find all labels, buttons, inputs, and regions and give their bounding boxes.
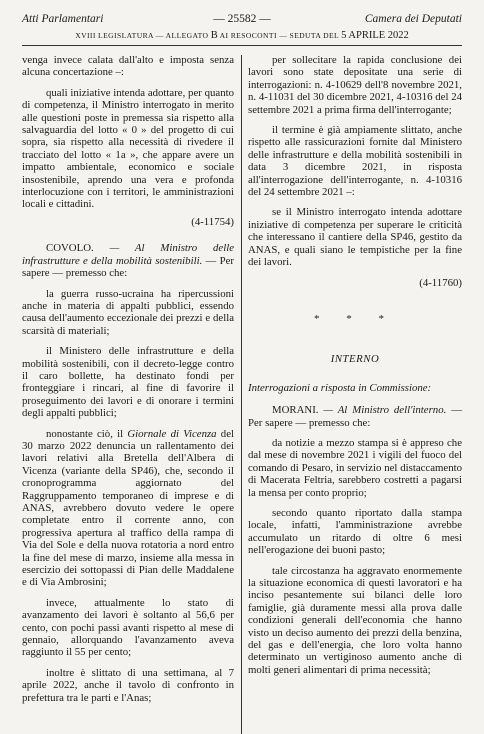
paragraph: secondo quanto riportato dalla stampa locale, infatti, l'amministrazione avrebbe accumulato un ritardo di oltre 6 mesi nell'erogazione dei buoni pasto; xyxy=(248,506,462,557)
header-right: Camera dei Deputati xyxy=(364,13,462,25)
session-date: 5 APRILE 2022 xyxy=(341,30,409,41)
interrogation-heading xyxy=(22,242,234,279)
deputy-name: MORANI. xyxy=(272,404,319,417)
paragraph xyxy=(22,428,234,589)
paragraph: il Ministero delle infrastrutture e della mobilità sostenibili, con il decreto-legge contro il caro bollette, ha destinato fondi per fronteggiare i rincari, al fine di favorire il proseguimento dei lavori e di onorare i termini degli appalti pubblici; xyxy=(22,345,234,420)
subsection-title: Interrogazioni a risposta in Commissione: xyxy=(248,381,432,394)
session-line xyxy=(22,30,462,42)
heading-rest: — Per sapere — premesso che: xyxy=(22,254,234,280)
paragraph: quali iniziative intenda adottare, per quanto di competenza, il Ministro interrogato in merito alle questioni poste in premessa sia rispetto alla salvaguardia del lotto « 0 » del progetto di cui sopra, sia rispetto alla necessità di rivedere il tracciato del lotto « 1a », che appare avere un impatto ambientale, economico e sociale insostenibile, aprendo una vera e profonda interlocuzione con i territori, le amministrazioni locali e cittadini. xyxy=(22,86,234,211)
left-column xyxy=(22,54,234,712)
paragraph: per sollecitare la rapida conclusione dei lavori sono state depositate una serie di interrogazioni: n. 4-10629 dell'8 novembre 2021, n. 4-11031 del 30 dicembre 2021, 4-10316 del 24 settembre 2021 a prima firma dell'interrogante; xyxy=(248,54,462,116)
addressee: — Al Ministro dell'interno. xyxy=(318,404,447,417)
paragraph: la guerra russo-ucraina ha ripercussioni anche in materia di appalti pubblici, essendo causa dell'aumento eccezionale dei prezzi e della scarsità di materiali; xyxy=(22,287,234,337)
session-annex: B xyxy=(210,30,218,41)
interrogation-ref: (4-11754) xyxy=(191,215,234,228)
right-column xyxy=(248,54,462,684)
header-rule xyxy=(22,45,462,46)
section-title: INTERNO xyxy=(330,353,380,366)
paragraph: venga invece calata dall'alto e imposta senza alcuna concertazione –: xyxy=(22,54,234,79)
paragraph: tale circostanza ha aggravato enormemente la situazione economica di questi lavoratori e ha inciso pesantemente sui bilanci delle loro famiglie, già duramente messi alla prova dalle condizioni generali dell'economia che hanno visto un deciso aumento dei prezzi della benzina, del gas e dell'energia, che loro volta hanno determinato un vertiginoso aumento anche di molti generi alimentari di prima necessità; xyxy=(248,564,462,676)
heading-rest: — Per sapere — premesso che: xyxy=(248,404,462,429)
deputy-name: COVOLO. xyxy=(46,242,94,255)
header-left: Atti Parlamentari xyxy=(22,13,104,25)
column-divider xyxy=(241,55,242,734)
paragraph: da notizie a mezzo stampa si è appreso che dal mese di novembre 2021 i vigili del fuoco del comando di Pesaro, in servizio nel distaccamento di Macerata Feltria, sarebbero costretti a pagarsi la mensa per conto proprio; xyxy=(248,436,462,499)
interrogation-heading xyxy=(248,404,462,429)
paragraph: inoltre è slittato di una settimana, al 7 aprile 2022, anche il tavolo di confronto in prefettura tra le parti e l'Anas; xyxy=(22,666,234,704)
text-span: nonostante ciò, il xyxy=(46,427,128,440)
session-prefix: XVIII LEGISLATURA — ALLEGATO xyxy=(75,31,211,40)
paragraph: se il Ministro interrogato intenda adottare iniziative di competenza per superare le criticità che interessano il cantiere della SP46, gestito da ANAS, e quali siano le tempistiche per la fine dei lavori. xyxy=(248,206,462,269)
addressee: — Al Ministro delle infrastrutture e della mobilità sostenibili. xyxy=(22,242,234,267)
paragraph: il termine è già ampiamente slittato, anche rispetto alle rassicurazioni fornite dal Ministero delle infrastrutture e della mobilità sostenibili in data 3 dicembre 2021, in risposta all'interrogazione dell'interrogante, n. 4-10316 del 24 settembre 2021 –: xyxy=(248,124,462,199)
text-span: del 30 marzo 2022 denuncia un rallentamento dei lavori relativi alla Bretella dell'Albera di Vicenza (variante della SP46), che, secondo il cronoprogramma aggiornato del Raggruppamento temporaneo di imprese e di ANAS, avrebbero dovuto vedere le opere completate entro il corrente anno, con progressiva apertura al traffico della rampa di Via del Sole e della nuova rotatoria a nord entro la fine del mese di marzo, insieme alla messa in esercizio dei sottopassi di Pian delle Maddalene e di Via Ambrosini; xyxy=(22,427,234,589)
paragraph: invece, attualmente lo stato di avanzamento dei lavori è soltanto al 56,6 per cento, con pochi passi avanti rispetto al mese di gennaio, allorquando l'avanzamento aveva raggiunto il 55 per cento; xyxy=(22,596,234,659)
section-separator: * * * xyxy=(314,312,396,325)
interrogation-ref: (4-11760) xyxy=(419,276,462,289)
session-middle: AI RESOCONTI — SEDUTA DEL xyxy=(217,31,342,40)
newspaper-title: Giornale di Vicenza xyxy=(127,427,217,440)
page-number: — 25582 — xyxy=(213,13,271,25)
page-header xyxy=(22,13,462,27)
